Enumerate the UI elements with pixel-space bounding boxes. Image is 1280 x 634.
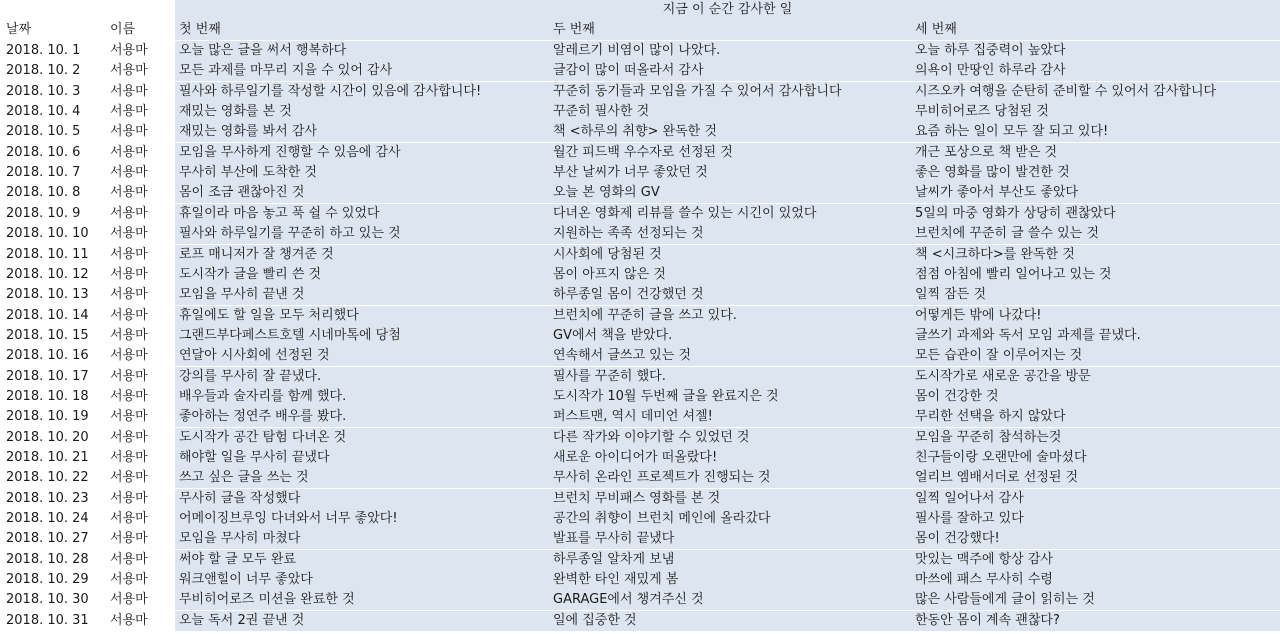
table-row [0, 183, 1280, 203]
cell-third: 개근 포상으로 책 받은 것 [915, 143, 1280, 163]
cell-date: 2018. 10. 2 [6, 63, 81, 79]
cell-second: 글감이 많이 떠올라서 감사 [553, 61, 915, 81]
cell-second: 책 <하루의 취향> 완독한 것 [553, 122, 915, 142]
cell-second: 몸이 아프지 않은 것 [553, 265, 915, 285]
cell-third: 마쓰에 패스 무사히 수령 [915, 570, 1280, 590]
cell-third: 맛있는 맥주에 항상 감사 [915, 550, 1280, 570]
table-row [0, 387, 1280, 407]
cell-name: 서용마 [110, 592, 148, 608]
cell-second: 퍼스트맨, 역시 데미언 셔젤! [553, 407, 915, 427]
cell-third: 친구들이랑 오랜만에 술마셨다 [915, 448, 1280, 468]
cell-first: 오늘 많은 글을 써서 행복하다 [175, 41, 553, 61]
cell-second: 공간의 취향이 브런치 메인에 올라갔다 [553, 509, 915, 529]
cell-first: 쓰고 싶은 글을 쓰는 것 [175, 468, 553, 488]
cell-third: 날씨가 좋아서 부산도 좋았다 [915, 183, 1280, 203]
cell-date: 2018. 10. 1 [6, 43, 81, 58]
cell-first: 도시작가 공간 탐험 다녀온 것 [175, 428, 553, 448]
cell-second: 지원하는 족족 선정되는 것 [553, 224, 915, 244]
cell-first: 모든 과제를 마무리 지을 수 있어 감사 [175, 61, 553, 81]
sheet-title: 지금 이 순간 감사한 일 [175, 0, 1280, 20]
cell-third: 어떻게든 밖에 나갔다! [915, 306, 1280, 326]
cell-first: 무비히어로즈 미션을 완료한 것 [175, 590, 553, 610]
cell-first: 그랜드부다페스트호텔 시네마톡에 당첨 [175, 326, 553, 346]
cell-date: 2018. 10. 29 [6, 572, 89, 588]
cell-date: 2018. 10. 18 [6, 388, 89, 404]
cell-name: 서용마 [110, 185, 148, 201]
table-row [0, 428, 1280, 448]
cell-date: 2018. 10. 10 [6, 226, 89, 242]
table-row [0, 265, 1280, 285]
cell-name: 서용마 [110, 450, 148, 465]
cell-name: 서용마 [110, 551, 148, 567]
header-row [0, 20, 1280, 40]
cell-date: 2018. 10. 31 [6, 612, 89, 628]
cell-second: 연속해서 글쓰고 있는 것 [553, 346, 915, 366]
cell-third: 글쓰기 과제와 독서 모임 과제를 끝냈다. [915, 326, 1280, 346]
cell-date: 2018. 10. 19 [6, 409, 89, 425]
cell-date: 2018. 10. 24 [6, 511, 89, 527]
cell-name: 서용마 [110, 63, 148, 79]
table-row [0, 41, 1280, 61]
cell-third: 무리한 선택을 하지 않았다 [915, 407, 1280, 427]
cell-name: 서용마 [110, 165, 148, 181]
cell-name: 서용마 [110, 429, 148, 445]
cell-name: 서용마 [110, 43, 148, 58]
cell-date: 2018. 10. 16 [6, 348, 89, 364]
cell-third: 모든 습관이 잘 이루어지는 것 [915, 346, 1280, 366]
cell-third: 5일의 마중 영화가 상당히 괜찮았다 [915, 204, 1280, 224]
cell-second: 일에 집중한 것 [553, 611, 915, 631]
cell-date: 2018. 10. 28 [6, 551, 89, 567]
table-row [0, 509, 1280, 529]
cell-third: 요즘 하는 일이 모두 잘 되고 있다! [915, 122, 1280, 142]
cell-second: 월간 피드백 우수자로 선정된 것 [553, 143, 915, 163]
cell-third: 도시작가로 새로운 공간을 방문 [915, 367, 1280, 387]
table-row [0, 102, 1280, 122]
cell-first: 무사히 글을 작성했다 [175, 489, 553, 509]
cell-name: 서용마 [110, 104, 148, 120]
cell-name: 서용마 [110, 348, 148, 364]
cell-date: 2018. 10. 27 [6, 531, 89, 547]
cell-first: 로프 매니저가 잘 챙겨준 것 [175, 245, 553, 265]
cell-second: 새로운 아이디어가 떠올랐다! [553, 448, 915, 468]
cell-date: 2018. 10. 5 [6, 124, 81, 140]
table-row [0, 163, 1280, 183]
table-row [0, 306, 1280, 326]
cell-date: 2018. 10. 20 [6, 429, 89, 445]
header-first: 첫 번째 [175, 20, 553, 40]
cell-first: 재밌는 영화를 본 것 [175, 102, 553, 122]
cell-first: 휴일이라 마음 놓고 푹 쉴 수 있었다 [175, 204, 553, 224]
cell-third: 의욕이 만땅인 하루라 감사 [915, 61, 1280, 81]
cell-name: 서용마 [110, 144, 148, 160]
cell-second: 완벽한 타인 재밌게 봄 [553, 570, 915, 590]
cell-date: 2018. 10. 12 [6, 266, 89, 282]
table-row [0, 82, 1280, 102]
table-row [0, 448, 1280, 468]
cell-date: 2018. 10. 4 [6, 104, 81, 120]
cell-first: 모임을 무사하게 진행할 수 있음에 감사 [175, 143, 553, 163]
cell-second: 알레르기 비염이 많이 나았다. [553, 41, 915, 61]
cell-second: GV에서 책을 받았다. [553, 326, 915, 346]
table-row [0, 346, 1280, 366]
header-date: 날짜 [6, 22, 32, 37]
cell-date: 2018. 10. 13 [6, 287, 89, 303]
cell-date: 2018. 10. 3 [6, 83, 81, 99]
cell-second: 하루종일 알차게 보냄 [553, 550, 915, 570]
cell-second: 꾸준히 동기들과 모임을 가질 수 있어서 감사합니다 [553, 82, 915, 102]
cell-third: 오늘 하루 집중력이 높았다 [915, 41, 1280, 61]
cell-second: 발표를 무사히 끝냈다 [553, 529, 915, 549]
cell-date: 2018. 10. 15 [6, 327, 89, 343]
cell-second: 필사를 꾸준히 했다. [553, 367, 915, 387]
cell-first: 배우들과 술자리를 함께 했다. [175, 387, 553, 407]
cell-date: 2018. 10. 11 [6, 246, 89, 262]
cell-date: 2018. 10. 14 [6, 307, 89, 323]
table-row [0, 143, 1280, 163]
header-second: 두 번째 [553, 20, 915, 40]
cell-third: 한동안 몸이 계속 괜찮다? [915, 611, 1280, 631]
cell-third: 점점 아침에 빨리 일어나고 있는 것 [915, 265, 1280, 285]
cell-second: 시사회에 당첨된 것 [553, 245, 915, 265]
table-row [0, 468, 1280, 488]
cell-second: 브런치 무비패스 영화를 본 것 [553, 489, 915, 509]
cell-third: 좋은 영화를 많이 발견한 것 [915, 163, 1280, 183]
cell-third: 많은 사람들에게 글이 읽히는 것 [915, 590, 1280, 610]
cell-name: 서용마 [110, 327, 148, 343]
cell-first: 몸이 조금 괜찮아진 것 [175, 183, 553, 203]
cell-name: 서용마 [110, 205, 148, 221]
cell-name: 서용마 [110, 307, 148, 323]
cell-second: 오늘 본 영화의 GV [553, 183, 915, 203]
table-row [0, 285, 1280, 305]
cell-name: 서용마 [110, 531, 148, 547]
cell-name: 서용마 [110, 612, 148, 628]
cell-date: 2018. 10. 7 [6, 165, 81, 181]
cell-second: 다른 작가와 이야기할 수 있었던 것 [553, 428, 915, 448]
table-row [0, 529, 1280, 549]
cell-name: 서용마 [110, 388, 148, 404]
cell-first: 해야할 일을 무사히 끝냈다 [175, 448, 553, 468]
cell-second: 꾸준히 필사한 것 [553, 102, 915, 122]
cell-date: 2018. 10. 9 [6, 205, 81, 221]
cell-name: 서용마 [110, 287, 148, 303]
cell-first: 좋아하는 정연주 배우를 봤다. [175, 407, 553, 427]
cell-third: 필사를 잘하고 있다 [915, 509, 1280, 529]
table-row [0, 245, 1280, 265]
table-row [0, 407, 1280, 427]
table-row [0, 204, 1280, 224]
cell-third: 시즈오카 여행을 순탄히 준비할 수 있어서 감사합니다 [915, 82, 1280, 102]
cell-name: 서용마 [110, 226, 148, 242]
cell-first: 재밌는 영화를 봐서 감사 [175, 122, 553, 142]
cell-second: 도시작가 10월 두번째 글을 완료지은 것 [553, 387, 915, 407]
cell-second: 하루종일 몸이 건강했던 것 [553, 285, 915, 305]
table-row [0, 224, 1280, 244]
cell-first: 필사와 하루일기를 꾸준히 하고 있는 것 [175, 224, 553, 244]
cell-third: 브런치에 꾸준히 글 쓸수 있는 것 [915, 224, 1280, 244]
table-row [0, 122, 1280, 142]
cell-third: 몸이 건강했다! [915, 529, 1280, 549]
table-row [0, 489, 1280, 509]
cell-first: 워크앤힐이 너무 좋았다 [175, 570, 553, 590]
cell-name: 서용마 [110, 124, 148, 140]
table-row [0, 367, 1280, 387]
cell-second: 부산 날씨가 너무 좋았던 것 [553, 163, 915, 183]
cell-third: 일찍 일어나서 감사 [915, 489, 1280, 509]
cell-second: 무사히 온라인 프로젝트가 진행되는 것 [553, 468, 915, 488]
cell-name: 서용마 [110, 83, 148, 99]
cell-first: 도시작가 글을 빨리 쓴 것 [175, 265, 553, 285]
cell-first: 강의를 무사히 잘 끝냈다. [175, 367, 553, 387]
cell-first: 휴일에도 할 일을 모두 처리했다 [175, 306, 553, 326]
cell-date: 2018. 10. 8 [6, 185, 81, 201]
cell-first: 써야 할 글 모두 완료 [175, 550, 553, 570]
cell-date: 2018. 10. 17 [6, 368, 89, 384]
title-row [0, 0, 1280, 20]
table-row [0, 326, 1280, 346]
cell-name: 서용마 [110, 470, 148, 486]
cell-first: 오늘 독서 2권 끝낸 것 [175, 611, 553, 631]
cell-first: 필사와 하루일기를 작성할 시간이 있음에 감사합니다! [175, 82, 553, 102]
table-row [0, 61, 1280, 81]
cell-date: 2018. 10. 6 [6, 144, 81, 160]
cell-date: 2018. 10. 22 [6, 470, 89, 486]
cell-second: 다녀온 영화제 리뷰를 쓸수 있는 시긴이 있었다 [553, 204, 915, 224]
table-row [0, 550, 1280, 570]
table-row [0, 611, 1280, 631]
cell-second: GARAGE에서 챙겨주신 것 [553, 590, 915, 610]
cell-first: 연달아 시사회에 선정된 것 [175, 346, 553, 366]
cell-first: 어메이징브루잉 다녀와서 너무 좋았다! [175, 509, 553, 529]
table-row [0, 590, 1280, 610]
cell-name: 서용마 [110, 490, 148, 506]
cell-first: 무사히 부산에 도착한 것 [175, 163, 553, 183]
cell-first: 모임을 무사히 끝낸 것 [175, 285, 553, 305]
cell-third: 얼리브 엠배서더로 선정된 것 [915, 468, 1280, 488]
cell-third: 일찍 잠든 것 [915, 285, 1280, 305]
header-third: 세 번째 [915, 20, 1280, 40]
cell-name: 서용마 [110, 246, 148, 262]
cell-second: 브런치에 꾸준히 글을 쓰고 있다. [553, 306, 915, 326]
cell-first: 모임을 무사히 마쳤다 [175, 529, 553, 549]
table-row [0, 570, 1280, 590]
cell-name: 서용마 [110, 572, 148, 588]
cell-third: 몸이 건강한 것 [915, 387, 1280, 407]
cell-name: 서용마 [110, 368, 148, 384]
cell-name: 서용마 [110, 511, 148, 527]
header-name: 이름 [110, 22, 136, 37]
cell-third: 무비히어로즈 당첨된 것 [915, 102, 1280, 122]
cell-third: 책 <시크하다>를 완독한 것 [915, 245, 1280, 265]
cell-name: 서용마 [110, 266, 148, 282]
cell-date: 2018. 10. 30 [6, 592, 89, 608]
cell-third: 모임을 꾸준히 참석하는것 [915, 428, 1280, 448]
cell-date: 2018. 10. 21 [6, 450, 89, 465]
cell-name: 서용마 [110, 409, 148, 425]
cell-date: 2018. 10. 23 [6, 490, 89, 506]
